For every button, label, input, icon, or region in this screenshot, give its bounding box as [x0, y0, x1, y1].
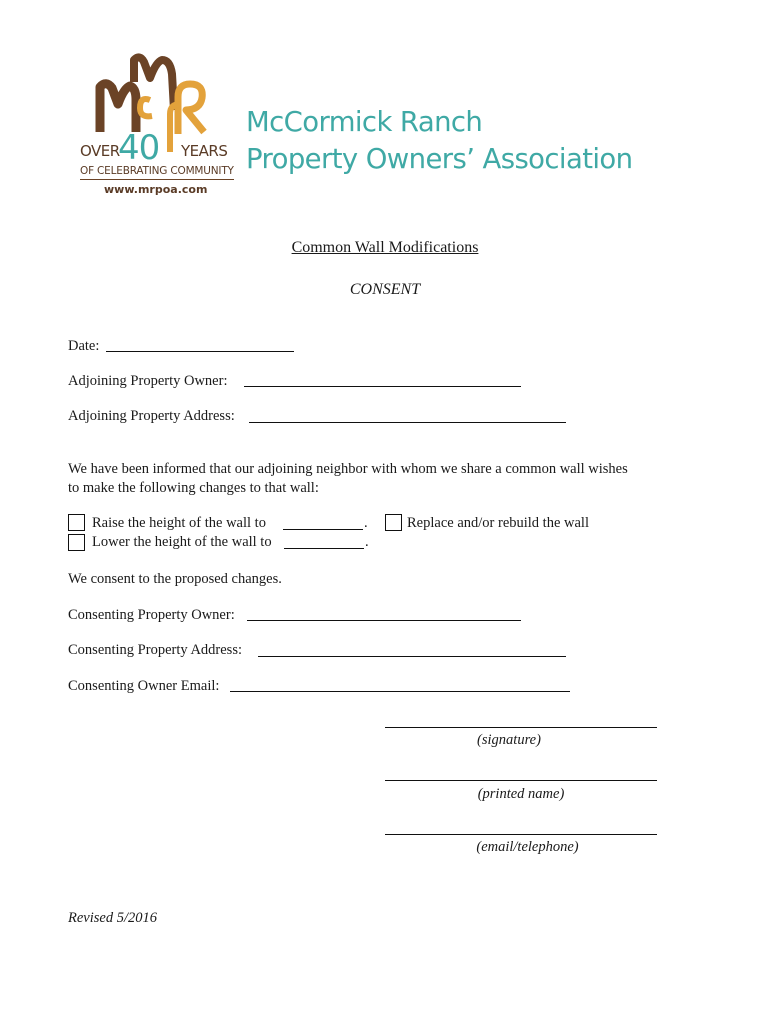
replace-rebuild-label: Replace and/or rebuild the wall: [407, 515, 589, 531]
consenting-owner-field[interactable]: [247, 620, 521, 621]
consenting-address-field[interactable]: [258, 656, 566, 657]
lower-height-checkbox[interactable]: [68, 534, 85, 551]
consenting-email-label: Consenting Owner Email:: [68, 678, 220, 694]
form-title: Common Wall Modifications: [291, 239, 479, 256]
logo-over-text: OVER: [80, 142, 120, 160]
raise-period: .: [364, 515, 368, 531]
date-field[interactable]: [106, 351, 294, 352]
intro-line-2: to make the following changes to that wall:: [68, 480, 319, 496]
logo-tagline: OF CELEBRATING COMMUNITY: [80, 165, 234, 180]
date-label: Date:: [68, 338, 100, 354]
lower-period: .: [365, 534, 369, 550]
adjoining-address-field[interactable]: [249, 422, 566, 423]
org-name-line2: Property Owners’ Association: [246, 143, 633, 175]
printed-name-caption: (printed name): [477, 786, 565, 802]
adjoining-owner-field[interactable]: [244, 386, 521, 387]
lower-height-field[interactable]: [284, 548, 364, 549]
replace-rebuild-checkbox[interactable]: [385, 514, 402, 531]
revised-date: Revised 5/2016: [68, 910, 157, 926]
contact-caption: (email/telephone): [476, 839, 579, 855]
consenting-address-label: Consenting Property Address:: [68, 642, 242, 658]
consent-statement: We consent to the proposed changes.: [68, 571, 282, 587]
logo-forty-text: 40: [118, 128, 160, 168]
raise-height-field[interactable]: [283, 529, 363, 530]
org-name-line1: McCormick Ranch: [246, 106, 483, 138]
lower-height-label: Lower the height of the wall to: [92, 534, 272, 550]
adjoining-address-label: Adjoining Property Address:: [68, 408, 235, 424]
logo-website: www.mrpoa.com: [104, 183, 208, 196]
printed-name-field[interactable]: [385, 780, 657, 781]
logo-years-text: YEARS: [181, 142, 228, 160]
contact-field[interactable]: [385, 834, 657, 835]
signature-field[interactable]: [385, 727, 657, 728]
consenting-owner-label: Consenting Property Owner:: [68, 607, 235, 623]
raise-height-checkbox[interactable]: [68, 514, 85, 531]
form-subtitle: CONSENT: [349, 281, 421, 298]
intro-line-1: We have been informed that our adjoining neighbor with whom we share a common wall wishes: [68, 461, 628, 477]
raise-height-label: Raise the height of the wall to: [92, 515, 266, 531]
adjoining-owner-label: Adjoining Property Owner:: [68, 373, 228, 389]
logo: [78, 52, 248, 202]
signature-caption: (signature): [477, 732, 541, 748]
consenting-email-field[interactable]: [230, 691, 570, 692]
